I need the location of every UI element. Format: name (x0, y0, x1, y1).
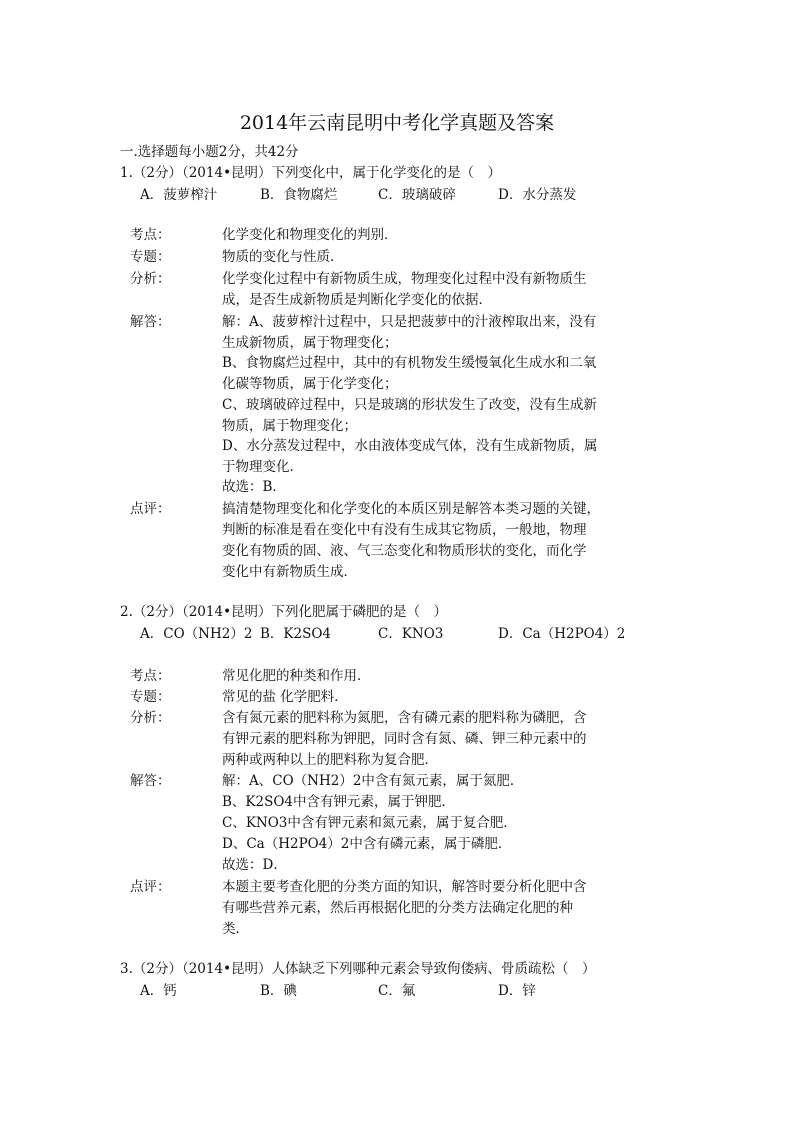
q1-jieda-label: 解答： (130, 314, 171, 330)
q2-fenxi-line: 两种或两种以上的肥料称为复合肥． (222, 752, 438, 768)
q1-jieda-line: 化碳等物质，属于化学变化； (222, 376, 398, 392)
q1-jieda-line: 故选：B． (222, 479, 286, 495)
section-heading: 一.选择题每小题2分，共42分 (120, 144, 299, 160)
q2-jieda-line: 故选：D． (222, 857, 287, 873)
q2-option-c: C．KNO3 (378, 626, 444, 642)
q3-option-b: B．碘 (260, 983, 297, 999)
q1-kaodian: 化学变化和物理变化的判别． (222, 227, 398, 243)
q1-jieda-line: 解：A、菠萝榨汁过程中，只是把菠萝中的汁液榨取出来，没有 (222, 314, 597, 330)
q2-kaodian: 常见化肥的种类和作用． (222, 668, 371, 684)
q1-fenxi-label: 分析： (130, 271, 171, 287)
q2-fenxi-line: 含有氮元素的肥料称为氮肥，含有磷元素的肥料称为磷肥，含 (222, 710, 587, 726)
q2-jieda-line: B、K2SO4中含有钾元素，属于钾肥． (222, 794, 455, 810)
q2-jieda-line: 解：A、CO（NH2）2中含有氮元素，属于氮肥． (222, 773, 524, 789)
q1-jieda-line: B、食物腐烂过程中，其中的有机物发生缓慢氧化生成水和二氧 (222, 355, 597, 371)
q2-option-a: A．CO（NH2）2 (140, 626, 253, 642)
q2-option-b: B．K2SO4 (260, 626, 332, 642)
question-3-stem: 3.（2分）（2014•昆明）人体缺乏下列哪种元素会导致佝偻病、骨质疏松（ ） (120, 961, 596, 977)
q1-jieda-line: C、玻璃破碎过程中，只是玻璃的形状发生了改变，没有生成新 (222, 397, 597, 413)
q1-dianping-line: 搞清楚物理变化和化学变化的本质区别是解答本类习题的关键， (222, 501, 600, 517)
q2-jieda-label: 解答： (130, 773, 171, 789)
q2-dianping-line: 有哪些营养元素，然后再根据化肥的分类方法确定化肥的种 (222, 900, 573, 916)
q2-dianping-line: 本题主要考查化肥的分类方面的知识，解答时要分析化肥中含 (222, 879, 587, 895)
q1-option-c: C．玻璃破碎 (378, 187, 456, 203)
q3-option-a: A．钙 (140, 983, 177, 999)
q2-kaodian-label: 考点： (130, 668, 171, 684)
q2-zhuanti: 常见的盐 化学肥料． (222, 689, 348, 705)
q2-zhuanti-label: 专题： (130, 689, 171, 705)
q2-dianping-label: 点评： (130, 879, 171, 895)
q1-option-a: A．菠萝榨汁 (140, 187, 218, 203)
q3-option-c: C．氟 (378, 983, 416, 999)
q2-fenxi-line: 有钾元素的肥料称为钾肥，同时含有氮、磷、钾三种元素中的 (222, 731, 587, 747)
q1-dianping-line: 变化中有新物质生成． (222, 564, 357, 580)
q1-dianping-line: 判断的标准是看在变化中有没有生成其它物质，一般地，物理 (222, 522, 587, 538)
q1-dianping-line: 变化有物质的固、液、气三态变化和物质形状的变化，而化学 (222, 543, 587, 559)
page-title: 2014年云南昆明中考化学真题及答案 (239, 112, 555, 134)
q1-fenxi-line: 成，是否生成新物质是判断化学变化的依据． (222, 292, 492, 308)
q3-option-d: D．锌 (498, 983, 536, 999)
q2-option-d: D．Ca（H2PO4）2 (498, 626, 626, 642)
question-2-stem: 2.（2分）（2014•昆明）下列化肥属于磷肥的是（ ） (120, 604, 448, 620)
q1-fenxi-line: 化学变化过程中有新物质生成，物理变化过程中没有新物质生 (222, 271, 587, 287)
q1-jieda-line: 物质，属于物理变化； (222, 418, 357, 434)
q2-fenxi-label: 分析： (130, 710, 171, 726)
q1-dianping-label: 点评： (130, 501, 171, 517)
q1-jieda-line: D、水分蒸发过程中，水由液体变成气体，没有生成新物质，属 (222, 438, 598, 454)
q1-option-d: D．水分蒸发 (498, 187, 577, 203)
q1-jieda-line: 生成新物质，属于物理变化； (222, 335, 398, 351)
q1-zhuanti-label: 专题： (130, 249, 171, 265)
q1-zhuanti: 物质的变化与性质． (222, 249, 344, 265)
q1-kaodian-label: 考点： (130, 227, 171, 243)
q2-jieda-line: D、Ca（H2PO4）2中含有磷元素，属于磷肥． (222, 836, 512, 852)
q2-dianping-line: 类． (222, 921, 249, 937)
q1-option-b: B．食物腐烂 (260, 187, 338, 203)
q1-jieda-line: 于物理变化． (222, 459, 303, 475)
q2-jieda-line: C、KNO3中含有钾元素和氮元素，属于复合肥． (222, 815, 517, 831)
question-1-stem: 1.（2分）（2014•昆明）下列变化中，属于化学变化的是（ ） (120, 165, 502, 181)
